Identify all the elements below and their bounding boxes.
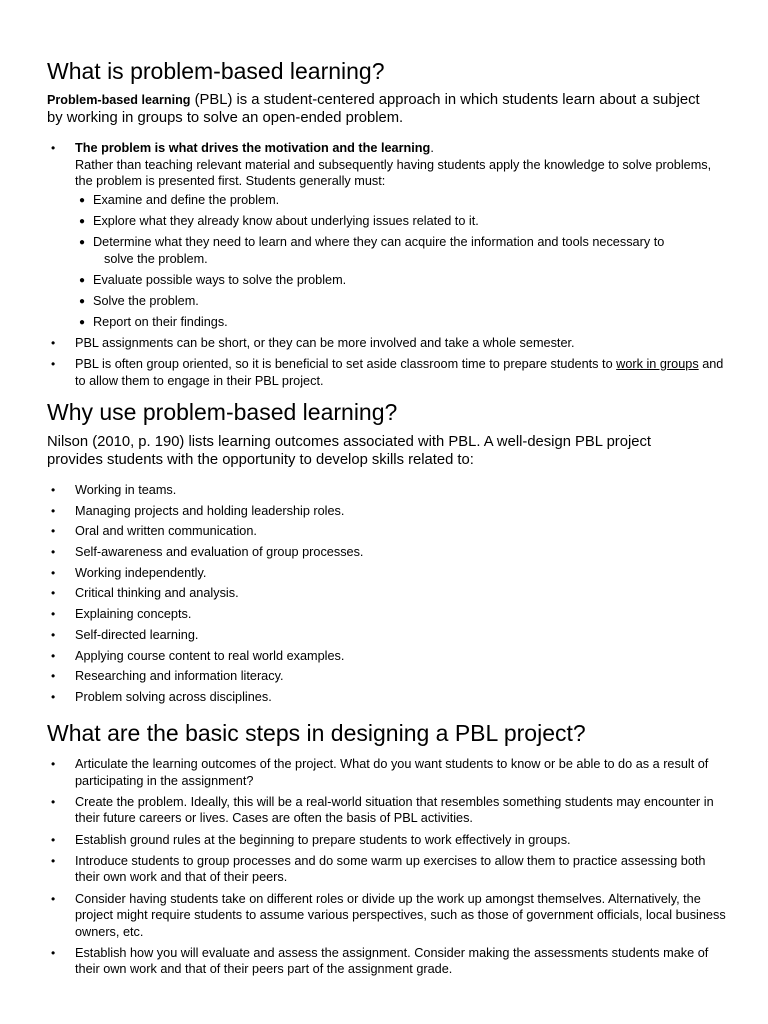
bullet-icon: ●	[79, 316, 86, 328]
bullet-icon: ●	[79, 215, 86, 227]
list-item-text: Establish how you will evaluate and assess the assignment. Consider making the assessments students make of their own work and that of their peers part of the assignment grade.	[75, 945, 709, 977]
list-item-text: Problem solving across disciplines.	[75, 689, 272, 704]
bullet-icon: ●	[79, 274, 86, 286]
list-item	[47, 627, 727, 644]
bullet-icon: •	[51, 891, 56, 906]
list-item	[47, 756, 727, 789]
sub-list-item: ● Solve the problem.	[79, 293, 199, 308]
bullet-icon: •	[51, 832, 56, 847]
sub-list-item: ● Report on their findings.	[79, 314, 228, 329]
list-item-text: Introduce students to group processes and do some warm up exercises to allow them to practice assessing both their own work and that of their peers.	[75, 853, 706, 885]
list-item	[47, 794, 727, 827]
bullet-icon: •	[51, 648, 56, 663]
bullet-icon: •	[51, 794, 56, 809]
bullet-icon: •	[51, 141, 56, 155]
list-item	[47, 585, 727, 602]
list-item-text: Working independently.	[75, 565, 207, 580]
bullet-icon: •	[51, 503, 56, 518]
heading-basic-steps: What are the basic steps in designing a PBL project?	[47, 720, 586, 746]
heading-why-use-pbl: Why use problem-based learning?	[47, 399, 398, 425]
list-item-text: Articulate the learning outcomes of the project. What do you want students to know or be able to do as a result of participating in the assignment?	[75, 757, 709, 788]
list-item	[47, 689, 727, 706]
bullet-icon: •	[51, 524, 56, 539]
list-item	[47, 544, 727, 561]
list-item	[47, 891, 727, 941]
sub-list-item: ● Explore what they already know about underlying issues related to it.	[79, 213, 479, 228]
bullet-icon: •	[51, 945, 56, 960]
list-item-text: Working in teams.	[75, 483, 177, 497]
bullet-icon: ●	[79, 295, 86, 307]
list-item-text: Create the problem. Ideally, this will be a real-world situation that resembles something students may encounter in their future careers or lives. Cases are often the basis of PBL activities.	[75, 794, 714, 826]
list-item-text: Applying course content to real world examples.	[75, 648, 345, 663]
list-item-text: Managing projects and holding leadership roles.	[75, 503, 345, 518]
list-item-text: Self-directed learning.	[75, 627, 199, 642]
bullet-bold-tail: .	[430, 141, 434, 155]
bullet-icon: •	[51, 853, 56, 868]
bullet-icon: •	[51, 627, 56, 642]
bullet-icon: •	[51, 545, 56, 560]
list-item	[47, 523, 727, 540]
intro-paragraph	[47, 91, 707, 127]
sub-list-item: ● Evaluate possible ways to solve the problem.	[79, 272, 347, 287]
list-item: • PBL assignments can be short, or they can be more involved and take a whole semester.	[51, 336, 575, 350]
intro-lead: Problem-based learning	[47, 93, 191, 107]
why-intro-paragraph: Nilson (2010, p. 190) lists learning outcomes associated with PBL. A well-design PBL project provides students with the opportunity to develop skills related to:	[47, 434, 651, 468]
bullet-icon: •	[51, 607, 56, 622]
list-item: • PBL is often group oriented, so it is beneficial to set aside classroom time to prepare students to work in groups and to allow them to engage in their PBL project.	[51, 357, 724, 388]
outcomes-list	[47, 482, 727, 710]
list-item	[47, 832, 727, 849]
bullet-bold-text: The problem is what drives the motivation and the learning	[75, 141, 431, 155]
list-item-text: Self-awareness and evaluation of group processes.	[75, 545, 364, 560]
steps-list	[47, 756, 727, 983]
list-item	[47, 503, 727, 520]
bullet-icon: •	[51, 565, 56, 580]
pbl-bullet-list	[47, 140, 727, 394]
list-item-text: Consider having students take on different roles or divide up the work up amongst themselves. Alternatively, the project might require students to assume various perspectives, such as those of government officials, local business owners, etc.	[75, 891, 726, 939]
list-item	[47, 140, 727, 331]
list-item	[47, 482, 727, 499]
bullet-icon: •	[51, 689, 56, 704]
list-item-text: Explaining concepts.	[75, 607, 192, 622]
list-item	[47, 945, 727, 978]
list-item	[47, 565, 727, 582]
sub-list-item: ● Determine what they need to learn and where they can acquire the information and tools necessary to solve the problem.	[79, 234, 665, 266]
intro-rest: (PBL) is a student-centered approach in which students learn about a subject by working in groups to solve an open-ended problem.	[47, 92, 700, 126]
list-item	[47, 606, 727, 623]
bullet-icon: •	[51, 586, 56, 601]
list-item-text: Oral and written communication.	[75, 524, 257, 539]
bullet-icon: •	[51, 483, 56, 497]
heading-what-is-pbl: What is problem-based learning?	[47, 58, 385, 84]
list-item-text: Critical thinking and analysis.	[75, 586, 239, 601]
bullet-icon: ●	[79, 194, 86, 206]
bullet-icon: •	[51, 669, 56, 684]
bullet-text: Rather than teaching relevant material and subsequently having students apply the knowledge to solve problems, the problem is presented first. Students generally must:	[75, 157, 712, 188]
sub-list-item: ● Examine and define the problem.	[79, 192, 280, 207]
bullet-icon: •	[51, 336, 56, 350]
sub-bullet-list	[75, 192, 727, 331]
bullet-icon: •	[51, 757, 56, 771]
list-item-text: Establish ground rules at the beginning to prepare students to work effectively in groups.	[75, 832, 571, 847]
work-in-groups-link[interactable]: work in groups	[616, 357, 699, 371]
list-item-text: Researching and information literacy.	[75, 669, 284, 684]
bullet-icon: •	[51, 357, 56, 371]
list-item	[47, 648, 727, 665]
list-item	[47, 668, 727, 685]
bullet-icon: ●	[79, 236, 86, 248]
list-item	[47, 853, 727, 886]
